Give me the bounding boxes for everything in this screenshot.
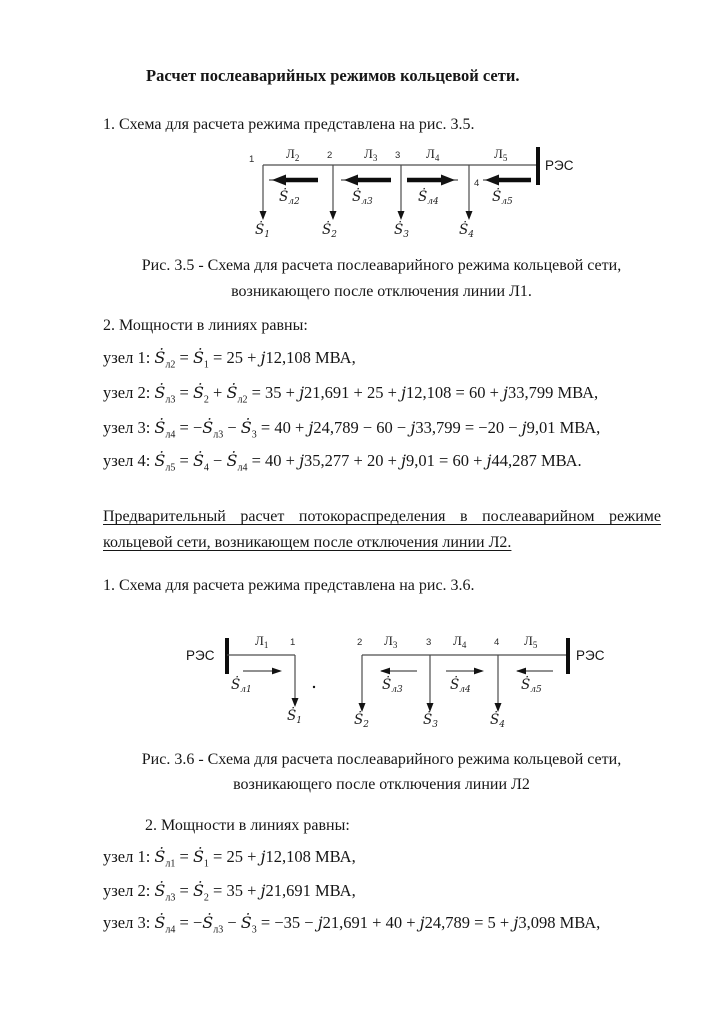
- load-label-s4: Ṡ$_4$: [459, 222, 474, 240]
- formula-node1-fig35: узел 1: Ṡ$_{л2}$ = Ṡ$_1$ = 25 + j12,108 МВА,: [103, 348, 356, 371]
- flow-arrow-l5-left: [516, 668, 553, 675]
- load-label-s2: Ṡ$_2$: [354, 712, 369, 730]
- load-label-s3: Ṡ$_3$: [394, 222, 409, 240]
- flow-arrow-l3-left: [380, 668, 417, 675]
- node-1-label: 1: [290, 637, 296, 648]
- line-label-l3: $Л_3$: [364, 146, 378, 163]
- load-arrow-node1: [260, 165, 267, 220]
- line-label-l4: $Л_4$: [453, 633, 467, 650]
- node-1-label: 1: [249, 154, 255, 165]
- load-arrow-node3: [427, 655, 434, 712]
- load-arrow-node3: [398, 165, 405, 220]
- node-2-label: 2: [357, 637, 363, 648]
- load-label-s1: Ṡ$_1$: [287, 708, 302, 726]
- res-label: РЭС: [545, 158, 574, 173]
- load-label-s1: Ṡ$_1$: [255, 222, 270, 240]
- formula-node2-fig36: узел 2: Ṡ$_{л3}$ = Ṡ$_2$ = 35 + j21,691 МВА,: [103, 881, 356, 904]
- caption-line-2: возникающего после отключения линии Л2: [233, 776, 530, 793]
- flow-arrow-l4-right: [446, 668, 484, 675]
- node-3-label: 3: [395, 150, 401, 161]
- flow-arrow-l2-left: [269, 175, 318, 186]
- flow-label-sl1: Ṡ$_{л1}$: [231, 677, 252, 695]
- document-title: Расчет послеаварийных режимов кольцевой сети.: [146, 66, 520, 85]
- caption-line-1: Рис. 3.6 - Схема для расчета послеаварийного режима кольцевой сети,: [141, 751, 622, 768]
- node-2-label: 2: [327, 150, 333, 161]
- line-label-l5: $Л_5$: [524, 633, 538, 650]
- formula-node1-fig36: узел 1: Ṡ$_{л1}$ = Ṡ$_1$ = 25 + j12,108 МВА,: [103, 847, 356, 870]
- res-left-label: РЭС: [186, 648, 215, 663]
- flow-arrow-l5-left: [483, 175, 531, 186]
- node-4-label: 4: [474, 178, 480, 189]
- caption-line-2: возникающего после отключения линии Л1.: [231, 283, 532, 300]
- line-label-l1: $Л_1$: [255, 633, 269, 650]
- load-arrow-node4: [495, 655, 502, 712]
- formula-node4-fig35: узел 4: Ṡ$_{л5}$ = Ṡ$_4$ − Ṡ$_{л4}$ = 40 + j35,277 + 20 + j9,01 = 60 + j44,287 МВА.: [103, 451, 582, 474]
- load-arrow-node1: [292, 655, 299, 707]
- load-label-s2: Ṡ$_2$: [322, 222, 337, 240]
- line-label-l2: $Л_2$: [286, 146, 300, 163]
- paragraph-scheme-ref-35: 1. Схема для расчета режима представлена на рис. 3.5.: [103, 116, 475, 133]
- section-heading-line1: Предварительный расчет потокораспределения в послеаварийном режиме: [103, 508, 661, 525]
- load-arrow-node2: [359, 655, 366, 712]
- flow-label-sl5: Ṡ$_{л5}$: [521, 677, 542, 695]
- flow-arrow-l3-left: [341, 175, 391, 186]
- line-label-l5: $Л_5$: [494, 146, 508, 163]
- caption-line-1: Рис. 3.5 - Схема для расчета послеаварийного режима кольцевой сети,: [141, 257, 622, 274]
- flow-label-sl2: Ṡ$_{л2}$: [279, 189, 300, 207]
- load-arrow-node4: [466, 165, 473, 220]
- paragraph-powers-36: 2. Мощности в линиях равны:: [145, 817, 350, 834]
- flow-arrow-l1-right: [243, 668, 282, 675]
- paragraph-scheme-ref-36: 1. Схема для расчета режима представлена на рис. 3.6.: [103, 577, 475, 594]
- formula-node3-fig36: узел 3: Ṡ$_{л4}$ = −Ṡ$_{л3}$ − Ṡ$_3$ = −35 − j21,691 + 40 + j24,789 = 5 + j3,098 МВА,: [103, 913, 601, 936]
- figure-3-6-caption: [103, 747, 660, 797]
- figure-3-5-caption: [103, 253, 660, 305]
- flow-label-sl4: Ṡ$_{л4}$: [450, 677, 471, 695]
- res-right-label: РЭС: [576, 648, 605, 663]
- figure-3-6-diagram: [0, 625, 724, 747]
- section-heading-line2: кольцевой сети, возникающем после отключения линии Л2.: [103, 534, 512, 551]
- line-label-l4: $Л_4$: [426, 146, 440, 163]
- flow-label-sl3: Ṡ$_{л3}$: [352, 189, 373, 207]
- load-arrow-node2: [330, 165, 337, 220]
- formula-node3-fig35: узел 3: Ṡ$_{л4}$ = −Ṡ$_{л3}$ − Ṡ$_3$ = 40 + j24,789 − 60 − j33,799 = −20 − j9,01 МВА,: [103, 418, 601, 441]
- figure-3-5-diagram: [0, 140, 724, 252]
- flow-arrow-l4-right: [407, 175, 458, 186]
- flow-label-sl3: Ṡ$_{л3}$: [382, 677, 403, 695]
- node-3-label: 3: [426, 637, 432, 648]
- flow-label-sl4: Ṡ$_{л4}$: [418, 189, 439, 207]
- load-label-s4: Ṡ$_4$: [490, 712, 505, 730]
- formula-node2-fig35: узел 2: Ṡ$_{л3}$ = Ṡ$_2$ + Ṡ$_{л2}$ = 35 + j21,691 + 25 + j12,108 = 60 + j33,799 МВА,: [103, 383, 599, 406]
- flow-label-sl5: Ṡ$_{л5}$: [492, 189, 513, 207]
- disconnected-line-dot: [313, 686, 315, 688]
- line-label-l3: $Л_3$: [384, 633, 398, 650]
- node-4-label: 4: [494, 637, 500, 648]
- load-label-s3: Ṡ$_3$: [423, 712, 438, 730]
- paragraph-powers-35: 2. Мощности в линиях равны:: [103, 317, 308, 334]
